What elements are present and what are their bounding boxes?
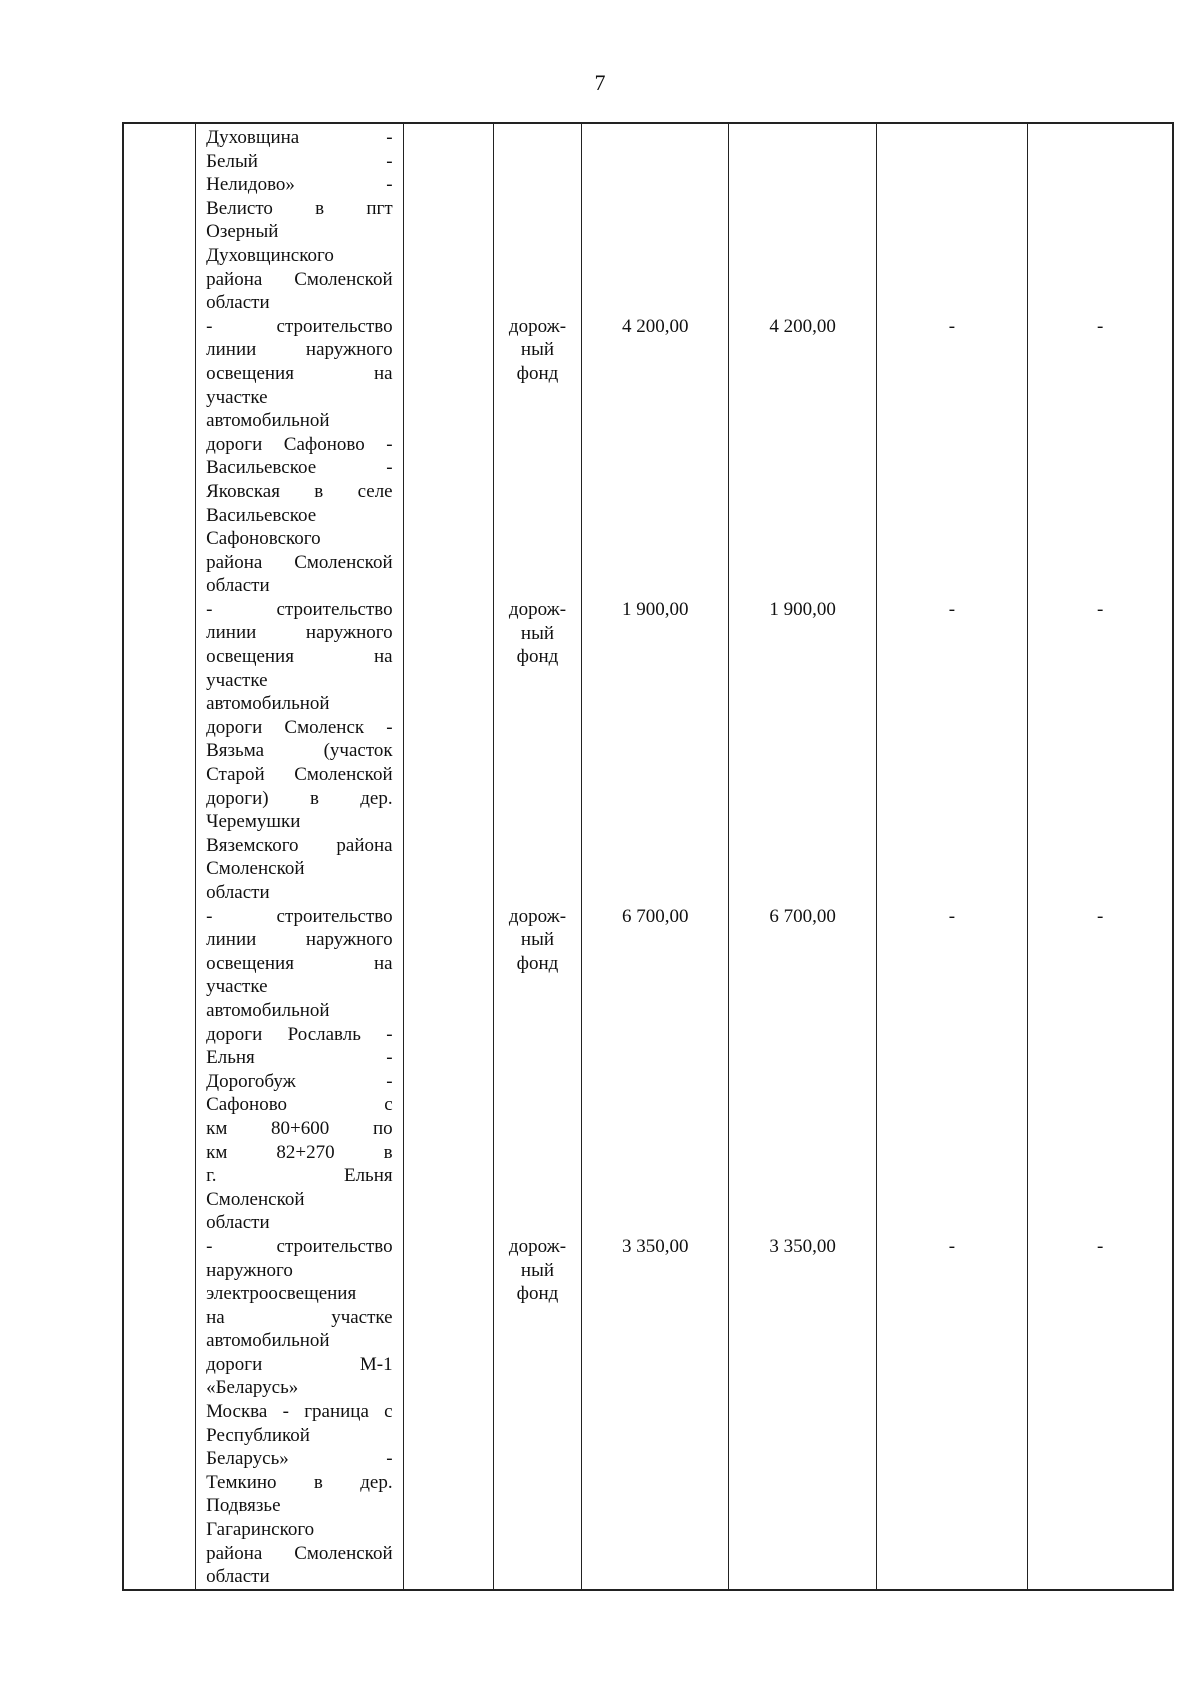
page-number: 7 xyxy=(594,70,606,95)
measure-line: Москва - граница с xyxy=(206,1401,393,1423)
measure-line: Республикой xyxy=(206,1424,310,1446)
funding-source xyxy=(494,598,581,669)
measure-line: Васильевское - xyxy=(206,457,393,479)
measure-item xyxy=(206,905,393,1235)
total-value: 4 200,00 xyxy=(621,315,689,337)
measure-line: дороги Рославль - xyxy=(206,1023,393,1045)
measure-line: Смоленской xyxy=(206,858,305,880)
measure-line: Черемушки xyxy=(206,811,301,833)
measure-line: «Беларусь» xyxy=(206,1377,299,1399)
year3-value: - xyxy=(1096,1236,1104,1258)
measure-line: Гагаринского xyxy=(206,1519,315,1541)
measure-line: Ельня - xyxy=(206,1047,393,1069)
funding-source-line: ный xyxy=(520,1259,555,1281)
measure-line: - строительство xyxy=(206,315,393,337)
measure-line: Вязьма (участок xyxy=(206,740,393,762)
funding-source-line: дорож- xyxy=(508,905,567,927)
year1-value: 1 900,00 xyxy=(769,599,836,620)
funding-source-line: фонд xyxy=(516,646,559,668)
measure-line: освещения на xyxy=(206,646,393,668)
table-row xyxy=(123,123,1173,1590)
measure-line: Васильевское xyxy=(206,504,317,526)
funding-source-line: фонд xyxy=(516,952,559,974)
number-cell xyxy=(123,123,196,1590)
measure-line: участке xyxy=(206,976,268,998)
measure-line: км 82+270 в xyxy=(206,1141,393,1163)
measure-line: дороги Смоленск - xyxy=(206,716,393,738)
measure-line: линии наружного xyxy=(206,339,393,361)
funding-sources xyxy=(494,124,581,1589)
measure-line: км 80+600 по xyxy=(206,1117,393,1139)
measure-line: Старой Смоленской xyxy=(206,764,393,786)
measure-line: района Смоленской xyxy=(206,551,393,573)
year2-cell xyxy=(876,123,1027,1590)
funding-source-line: ный xyxy=(520,622,555,644)
measure-line: автомобильной xyxy=(206,999,330,1021)
measure-line: области xyxy=(206,575,270,597)
measure-line: дороги Сафоново - xyxy=(206,433,393,455)
measure-line: области xyxy=(206,292,270,314)
year1-value: 3 350,00 xyxy=(769,1236,836,1258)
total-cell xyxy=(582,123,729,1590)
year1-cell xyxy=(729,123,876,1590)
measure-line: области xyxy=(206,1212,270,1234)
measure-line: Белый - xyxy=(206,150,393,172)
measure-line: Велисто в пгт xyxy=(206,197,393,219)
year3-value: - xyxy=(1096,599,1104,620)
year3-value: - xyxy=(1096,905,1104,927)
measure-line: Озерный xyxy=(206,221,279,243)
total-values xyxy=(582,124,728,1589)
measure-line: линии наружного xyxy=(206,929,393,951)
measure-line: Яковская в селе xyxy=(206,480,393,502)
measure-line: - строительство xyxy=(206,1235,393,1257)
measure-line: Сафоново с xyxy=(206,1094,393,1116)
table-wrapper xyxy=(122,122,1174,1591)
funding-source xyxy=(494,315,581,386)
measure-line: Темкино в дер. xyxy=(206,1471,393,1493)
measure-item xyxy=(206,1235,393,1589)
measure-item xyxy=(206,598,393,905)
measure-line: Нелидово» - xyxy=(206,174,393,196)
measure-line: области xyxy=(206,1566,270,1588)
year1-values xyxy=(729,124,875,1589)
empty-cell xyxy=(403,123,493,1590)
total-value: 6 700,00 xyxy=(621,905,689,927)
measure-line: дороги М-1 xyxy=(206,1353,393,1375)
measure-line: Сафоновского xyxy=(206,528,321,550)
measure-line: Вяземского района xyxy=(206,834,393,856)
measure-item xyxy=(206,315,393,598)
measure-names xyxy=(206,126,393,1589)
total-value: 1 900,00 xyxy=(621,599,689,620)
measure-line: Духовщина - xyxy=(206,127,393,148)
year3-cell xyxy=(1028,123,1173,1590)
measure-line: автомобильной xyxy=(206,410,330,432)
year3-value: - xyxy=(1096,315,1104,337)
measure-line: наружного xyxy=(206,1259,293,1281)
funding-source-line: фонд xyxy=(516,1283,559,1305)
measure-line: г. Ельня xyxy=(206,1165,393,1187)
measure-line: Смоленской xyxy=(206,1188,305,1210)
funding-source-line: ный xyxy=(520,929,555,951)
funding-source-line: дорож- xyxy=(508,599,567,620)
measure-line: участке xyxy=(206,669,268,691)
measure-line: района Смоленской xyxy=(206,268,393,290)
continued-measure xyxy=(206,126,393,315)
year2-value: - xyxy=(948,905,956,927)
funding-source-line: фонд xyxy=(516,362,559,384)
measure-line: Духовщинского xyxy=(206,244,334,266)
measure-line: области xyxy=(206,882,270,903)
measure-line: автомобильной xyxy=(206,1330,330,1352)
measure-line: дороги) в дер. xyxy=(206,787,393,809)
measure-line: Дорогобуж - xyxy=(206,1070,393,1092)
measure-line: Подвязье xyxy=(206,1495,281,1517)
measure-line: участке xyxy=(206,386,268,408)
source-cell xyxy=(493,123,581,1590)
measure-line: - строительство xyxy=(206,905,393,927)
year1-value: 6 700,00 xyxy=(769,905,836,927)
measure-line: освещения на xyxy=(206,362,393,384)
funding-source xyxy=(494,1235,581,1306)
total-value: 3 350,00 xyxy=(621,1236,689,1258)
funding-source-line: дорож- xyxy=(508,1236,567,1258)
year2-value: - xyxy=(948,1236,956,1258)
measure-line: - строительство xyxy=(206,598,393,620)
funding-source xyxy=(494,905,581,976)
measure-line: Беларусь» - xyxy=(206,1448,393,1470)
year1-value: 4 200,00 xyxy=(769,315,836,337)
measure-line: линии наружного xyxy=(206,622,393,644)
funding-source-line: ный xyxy=(520,339,555,361)
funding-source-line: дорож- xyxy=(508,315,567,337)
measure-line: электроосвещения xyxy=(206,1283,357,1305)
measure-line: освещения на xyxy=(206,952,393,974)
year3-values xyxy=(1028,124,1172,1589)
name-cell xyxy=(196,123,404,1590)
year2-value: - xyxy=(948,599,956,620)
year2-value: - xyxy=(948,315,956,337)
measure-line: района Смоленской xyxy=(206,1542,393,1564)
measure-line: автомобильной xyxy=(206,693,330,715)
measures-table xyxy=(122,122,1174,1591)
measure-line: на участке xyxy=(206,1306,393,1328)
year2-values xyxy=(877,124,1027,1589)
